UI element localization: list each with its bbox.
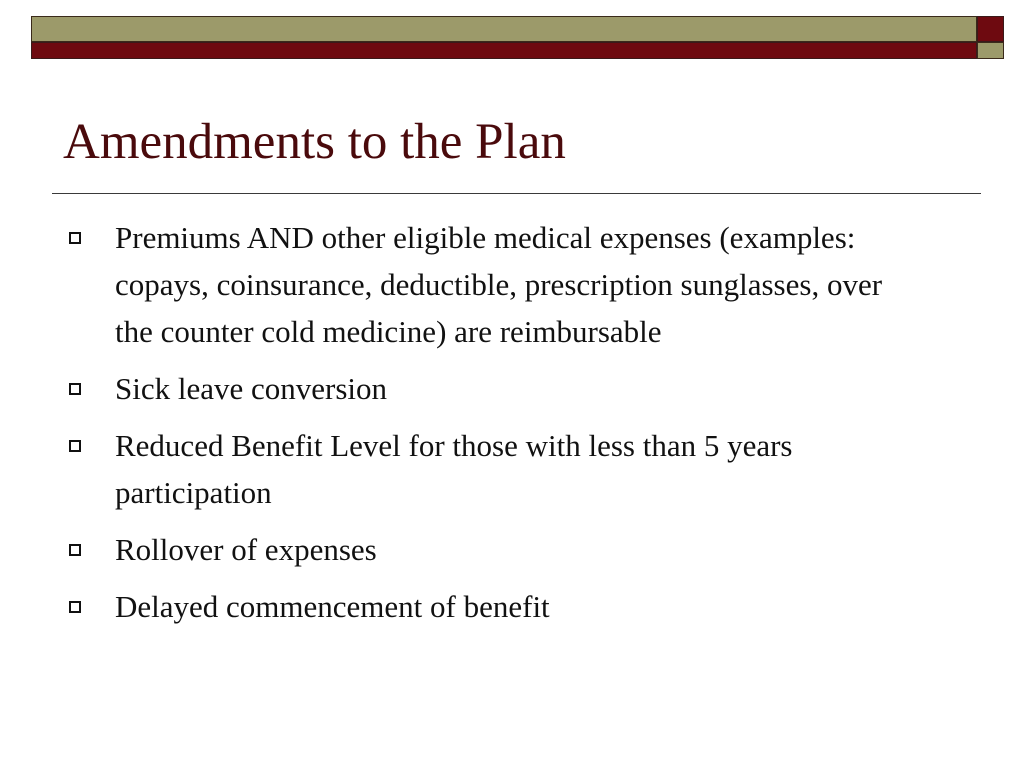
bullet-text: Sick leave conversion: [115, 371, 388, 406]
header-bar-maroon: [31, 42, 977, 59]
slide-title: Amendments to the Plan: [63, 114, 566, 170]
hollow-square-bullet-icon: [69, 440, 81, 452]
bullet-text: Premiums AND other eligible medical expenses (examples: copays, coinsurance, deductible, prescription sunglasses, over the counter cold medicine) are reimbursable: [115, 220, 883, 349]
hollow-square-bullet-icon: [69, 383, 81, 395]
header-square-olive: [977, 42, 1004, 59]
bullet-item: [64, 365, 924, 412]
header-square-maroon: [977, 16, 1004, 42]
bullet-list: [64, 214, 924, 640]
hollow-square-bullet-icon: [69, 232, 81, 244]
hollow-square-bullet-icon: [69, 601, 81, 613]
bullet-text: Reduced Benefit Level for those with less than 5 years participation: [115, 428, 793, 510]
bullet-item: [64, 214, 924, 355]
hollow-square-bullet-icon: [69, 544, 81, 556]
bullet-item: [64, 583, 924, 630]
header-bar-olive: [31, 16, 977, 42]
bullet-text: Rollover of expenses: [115, 532, 377, 567]
bullet-item: [64, 422, 924, 516]
title-divider: [52, 193, 981, 194]
bullet-text: Delayed commencement of benefit: [115, 589, 550, 624]
bullet-item: [64, 526, 924, 573]
